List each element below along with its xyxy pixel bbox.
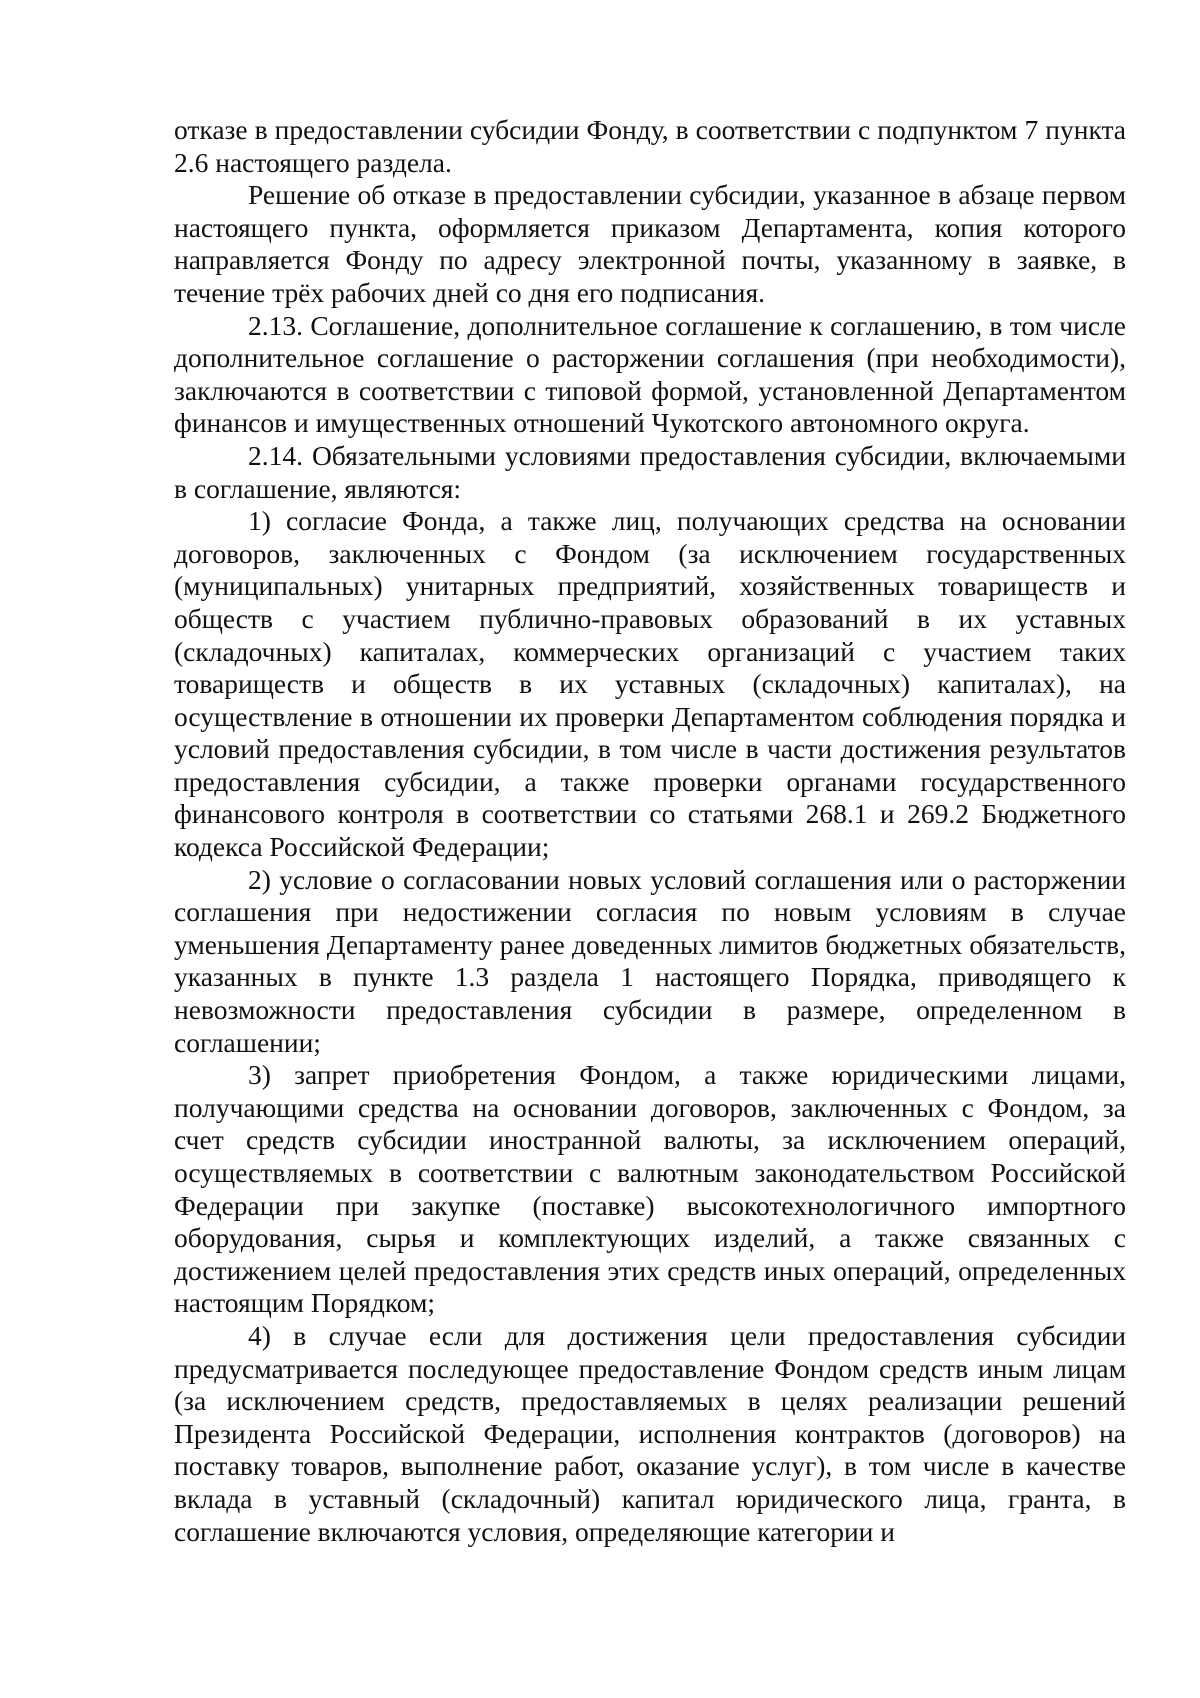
list-item-2: 2) условие о согласовании новых условий соглашения или о расторжении соглашения при недостижении согласия по новым условиям в случае уменьшения Департаменту ранее доведенных лимитов бюджетных обязательств, указанных в пункте 1.3 раздела 1 настоящего Порядка, приводящего к невозможности предоставления субсидии в размере, определенном в соглашении; bbox=[174, 863, 1126, 1058]
list-item-4: 4) в случае если для достижения цели предоставления субсидии предусматривается последующее предоставление Фондом средств иным лицам (за исключением средств, предоставляемых в целях реализации решений Президента Российской Федерации, исполнения контрактов (договоров) на поставку товаров, выполнение работ, оказание услуг), в том числе в качестве вклада в уставный (складочный) капитал юридического лица, гранта, в соглашение включаются условия, определяющие категории и bbox=[174, 1319, 1126, 1547]
paragraph: отказе в предоставлении субсидии Фонду, в соответствии с подпунктом 7 пункта 2.6 настоящего раздела. bbox=[174, 114, 1126, 178]
paragraph-2-13: 2.13. Соглашение, дополнительное соглашение к соглашению, в том числе дополнительное соглашение о расторжении соглашения (при необходимости), заключаются в соответствии с типовой формой, установленной Департаментом финансов и имущественных отношений Чукотского автономного округа. bbox=[174, 309, 1126, 439]
list-item-3: 3) запрет приобретения Фондом, а также юридическими лицами, получающими средства на основании договоров, заключенных с Фондом, за счет средств субсидии иностранной валюты, за исключением операций, осуществляемых в соответствии с валютным законодательством Российской Федерации при закупке (поставке) высокотехнологичного импортного оборудования, сырья и комплектующих изделий, а также связанных с достижением целей предоставления этих средств иных операций, определенных настоящим Порядком; bbox=[174, 1059, 1126, 1319]
paragraph: Решение об отказе в предоставлении субсидии, указанное в абзаце первом настоящего пункта, оформляется приказом Департамента, копия которого направляется Фонду по адресу электронной почты, указанному в заявке, в течение трёх рабочих дней со дня его подписания. bbox=[174, 179, 1126, 308]
paragraph-2-14: 2.14. Обязательными условиями предоставления субсидии, включаемыми в соглашение, являются: bbox=[174, 439, 1126, 504]
list-item-1: 1) согласие Фонда, а также лиц, получающих средства на основании договоров, заключенных с Фондом (за исключением государственных (муниципальных) унитарных предприятий, хозяйственных товариществ и обществ с участием публично-правовых образований в их уставных (складочных) капиталах, коммерческих организаций с участием таких товариществ и обществ в их уставных (складочных) капиталах), на осуществление в отношении их проверки Департаментом соблюдения порядка и условий предоставления субсидии, в том числе в части достижения результатов предоставления субсидии, а также проверки органами государственного финансового контроля в соответствии со статьями 268.1 и 269.2 Бюджетного кодекса Российской Федерации; bbox=[174, 505, 1126, 863]
document-body bbox=[174, 114, 1126, 1548]
